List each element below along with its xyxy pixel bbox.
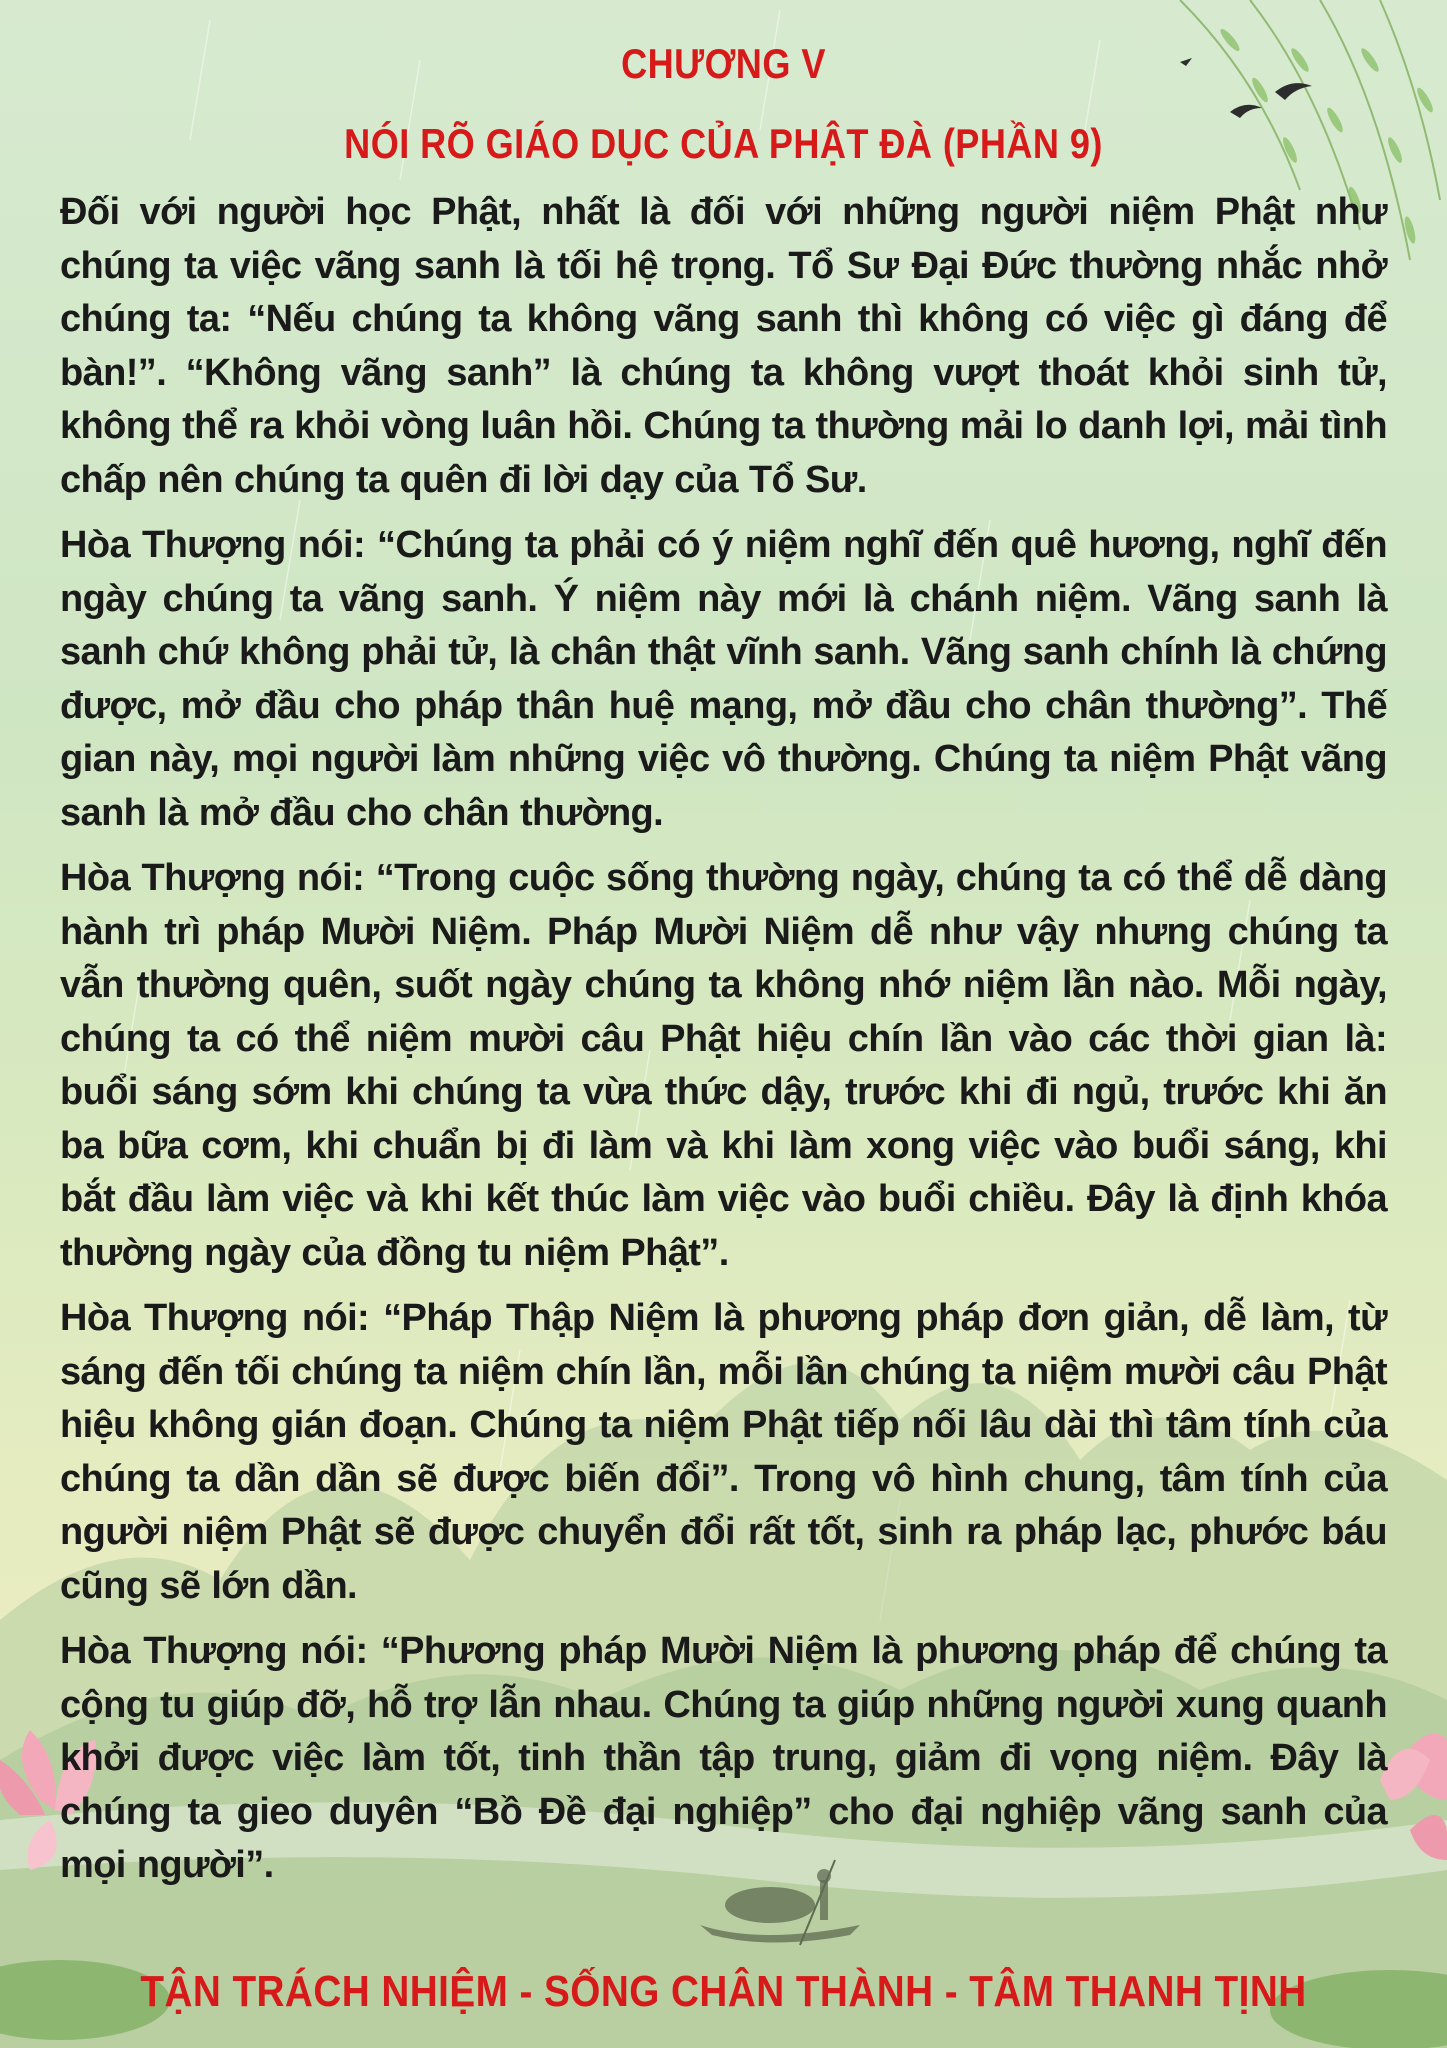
article <box>60 38 1387 1905</box>
paragraph-4: Hòa Thượng nói: “Pháp Thập Niệm là phương pháp đơn giản, dễ làm, từ sáng đến tối chúng ta niệm chín lần, mỗi lần chúng ta niệm mười câu Phật hiệu không gián đoạn. Chúng ta niệm Phật tiếp nối lâu dài thì tâm tính của chúng ta dần dần sẽ được biến đổi”. Trong vô hình chung, tâm tính của người niệm Phật sẽ được chuyển đổi rất tốt, sinh ra pháp lạc, phước báu cũng sẽ lớn dần. <box>60 1297 1387 1607</box>
page-title: NÓI RÕ GIÁO DỤC CỦA PHẬT ĐÀ (PHẦN 9) <box>344 120 1103 167</box>
paragraph-5: Hòa Thượng nói: “Phương pháp Mười Niệm là phương pháp để chúng ta cộng tu giúp đỡ, hỗ trợ lẫn nhau. Chúng ta giúp những người xung quanh khởi được việc làm tốt, tinh thần tập trung, giảm đi vọng niệm. Đây là chúng ta gieo duyên “Bồ Đề đại nghiệp” cho đại nghiệp vãng sanh của mọi người”. <box>60 1630 1387 1886</box>
paragraph-2: Hòa Thượng nói: “Chúng ta phải có ý niệm nghĩ đến quê hương, nghĩ đến ngày chúng ta vãng sanh. Ý niệm này mới là chánh niệm. Vãng sanh là sanh chứ không phải tử, là chân thật vĩnh sanh. Vãng sanh chính là chứng được, mở đầu cho pháp thân huệ mạng, mở đầu cho chân thường”. Thế gian này, mọi người làm những việc vô thường. Chúng ta niệm Phật vãng sanh là mở đầu cho chân thường. <box>60 524 1387 834</box>
paragraph-1: Đối với người học Phật, nhất là đối với những người niệm Phật như chúng ta việc vãng sanh là tối hệ trọng. Tổ Sư Đại Đức thường nhắc nhở chúng ta: “Nếu chúng ta không vãng sanh thì không có việc gì đáng để bàn!”. “Không vãng sanh” là chúng ta không vượt thoát khỏi sinh tử, không thể ra khỏi vòng luân hồi. Chúng ta thường mải lo danh lợi, mải tình chấp nên chúng ta quên đi lời dạy của Tổ Sư. <box>60 191 1387 501</box>
paragraph-3: Hòa Thượng nói: “Trong cuộc sống thường ngày, chúng ta có thể dễ dàng hành trì pháp Mười Niệm. Pháp Mười Niệm dễ như vậy nhưng chúng ta vẫn thường quên, suốt ngày chúng ta không nhớ niệm lần nào. Mỗi ngày, chúng ta có thể niệm mười câu Phật hiệu chín lần vào các thời gian là: buổi sáng sớm khi chúng ta vừa thức dậy, trước khi đi ngủ, trước khi ăn ba bữa cơm, khi chuẩn bị đi làm và khi làm xong việc vào buổi sáng, khi bắt đầu làm việc và khi kết thúc làm việc vào buổi chiều. Đây là định khóa thường ngày của đồng tu niệm Phật”. <box>60 857 1387 1274</box>
footer-motto: TẬN TRÁCH NHIỆM - SỐNG CHÂN THÀNH - TÂM THANH TỊNH <box>140 1967 1307 2016</box>
article-body <box>60 186 1387 1893</box>
chapter-heading: CHƯƠNG V <box>621 40 826 87</box>
